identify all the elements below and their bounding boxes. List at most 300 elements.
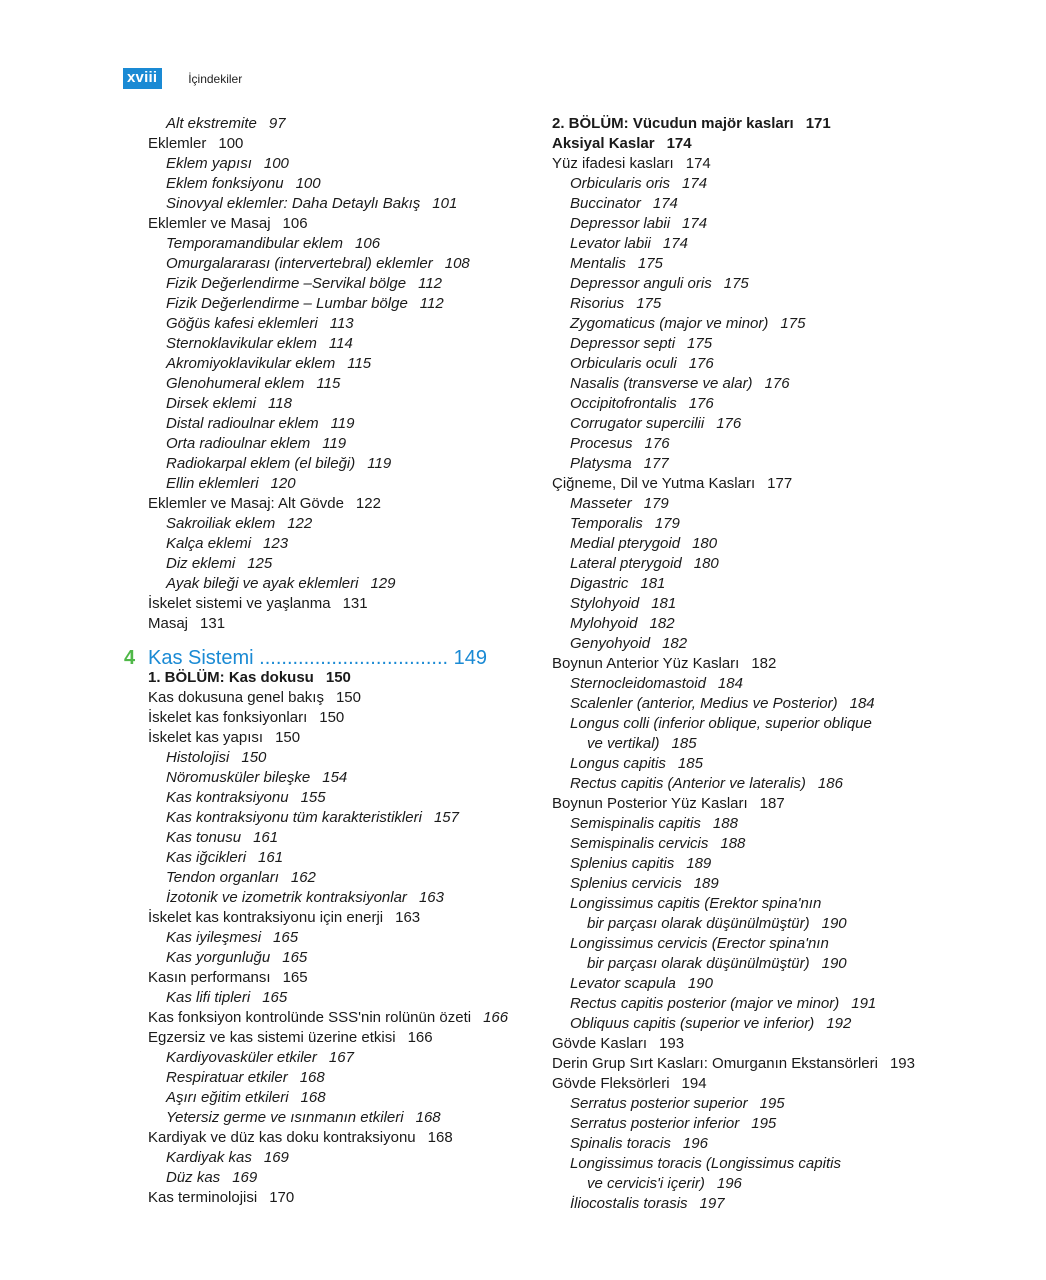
toc-entry-page: 194	[681, 1075, 707, 1092]
toc-entry-title: Yetersiz germe ve ısınmanın etkileri	[166, 1109, 404, 1126]
toc-entry-title: Göğüs kafesi eklemleri	[166, 315, 318, 332]
toc-entry-title: Orta radioulnar eklem	[166, 435, 311, 452]
toc-entry-page: 150	[325, 669, 351, 686]
toc-entry-title: Nöromusküler bileşke	[166, 769, 311, 786]
toc-entry[interactable]	[148, 1068, 528, 1088]
toc-entry-title: Kas lifi tipleri	[166, 989, 251, 1006]
toc-entry-title: Orbicularis oris	[570, 175, 671, 192]
toc-entry-title: Kas dokusuna genel bakış	[148, 689, 324, 706]
toc-entry-title: Kardiyovasküler etkiler	[166, 1049, 317, 1066]
toc-entry-page: 193	[659, 1035, 685, 1052]
toc-entry-title: Çiğneme, Dil ve Yutma Kasları	[552, 475, 756, 492]
toc-entry-page: 184	[849, 695, 875, 712]
toc-entry[interactable]	[148, 374, 528, 394]
toc-entry[interactable]	[552, 1194, 932, 1214]
toc-entry[interactable]	[148, 294, 528, 314]
toc-entry-page: 150	[319, 709, 345, 726]
toc-entry-page: 179	[654, 515, 680, 532]
toc-entry-title: Depressor labii	[570, 215, 671, 232]
toc-entry-page: 123	[263, 535, 289, 552]
toc-entry[interactable]	[552, 294, 932, 314]
toc-entry-title: Masaj	[148, 615, 189, 632]
toc-entry[interactable]	[148, 1188, 528, 1208]
toc-entry-page: 174	[666, 135, 692, 152]
toc-entry-title: Sinovyal eklemler: Daha Detaylı Bakış	[166, 195, 421, 212]
toc-entry[interactable]	[148, 474, 528, 494]
toc-entry-title: Splenius capitis	[570, 855, 675, 872]
toc-entry-title: Orbicularis oculi	[570, 355, 677, 372]
toc-entry[interactable]	[148, 928, 528, 948]
toc-entry-page: 175	[637, 255, 663, 272]
toc-entry-title: Kas tonusu	[166, 829, 242, 846]
toc-entry-page: 180	[692, 535, 718, 552]
toc-entry-title: Longissimus capitis (Erektor spina'nın	[570, 895, 822, 912]
toc-entry[interactable]	[552, 634, 932, 654]
toc-entry[interactable]	[148, 1028, 528, 1048]
toc-entry-title: Kas yorgunluğu	[166, 949, 271, 966]
toc-entry-page: 177	[767, 475, 793, 492]
toc-entry[interactable]	[148, 314, 528, 334]
toc-entry-page: 185	[671, 735, 697, 752]
chapter-heading[interactable]	[124, 646, 528, 670]
toc-entry-page: 190	[687, 975, 713, 992]
toc-entry[interactable]	[552, 694, 932, 714]
toc-entry[interactable]	[148, 968, 528, 988]
toc-entry-page: 174	[652, 195, 678, 212]
toc-entry[interactable]	[148, 554, 528, 574]
toc-entry-page: 189	[693, 875, 719, 892]
toc-entry[interactable]	[148, 788, 528, 808]
toc-entry[interactable]	[148, 948, 528, 968]
toc-entry[interactable]	[552, 1094, 932, 1114]
toc-entry[interactable]	[148, 594, 528, 614]
toc-entry-page: 196	[682, 1135, 708, 1152]
toc-entry-page: 155	[300, 789, 326, 806]
toc-entry[interactable]	[552, 254, 932, 274]
toc-entry-page: 179	[643, 495, 669, 512]
toc-entry-page: 182	[751, 655, 777, 672]
toc-entry[interactable]	[148, 1148, 528, 1168]
toc-entry[interactable]	[148, 728, 528, 748]
toc-entry-title: Occipitofrontalis	[570, 395, 677, 412]
toc-entry[interactable]	[148, 614, 528, 634]
toc-entry[interactable]	[552, 1114, 932, 1134]
toc-entry[interactable]	[148, 494, 528, 514]
toc-entry-title: Omurgalararası (intervertebral) eklemler	[166, 255, 433, 272]
toc-entry-page: 163	[418, 889, 444, 906]
toc-entry[interactable]	[552, 1134, 932, 1154]
toc-entry-page: 168	[299, 1069, 325, 1086]
toc-entry-page: 100	[218, 135, 244, 152]
toc-entry-page: 167	[328, 1049, 354, 1066]
toc-entry-page: 176	[764, 375, 790, 392]
toc-entry[interactable]	[148, 214, 528, 234]
toc-entry-page: 129	[370, 575, 396, 592]
toc-entry-title: Obliquus capitis (superior ve inferior)	[570, 1015, 815, 1032]
toc-entry-title: Eklemler ve Masaj	[148, 215, 271, 232]
toc-entry[interactable]	[552, 274, 932, 294]
toc-entry-page: 176	[716, 415, 742, 432]
toc-entry-title: İzotonik ve izometrik kontraksiyonlar	[166, 889, 407, 906]
toc-entry[interactable]	[552, 614, 932, 634]
toc-entry-page: 119	[330, 415, 355, 432]
toc-entry-page: 195	[751, 1115, 777, 1132]
toc-entry-page: 175	[687, 335, 713, 352]
toc-entry-title: ve cervicis'i içerir)	[587, 1175, 705, 1192]
toc-entry[interactable]	[552, 474, 932, 494]
toc-entry-page: 175	[723, 275, 749, 292]
toc-entry-title: Depressor septi	[570, 335, 676, 352]
toc-entry-page: 122	[355, 495, 381, 512]
toc-entry-page: 186	[817, 775, 843, 792]
toc-entry[interactable]	[148, 434, 528, 454]
toc-entry[interactable]	[148, 414, 528, 434]
toc-entry-title: İskelet kas yapısı	[148, 729, 264, 746]
toc-entry[interactable]	[148, 988, 528, 1008]
toc-entry-page: 166	[483, 1009, 509, 1026]
toc-entry[interactable]	[552, 894, 932, 914]
toc-entry-title: Dirsek eklemi	[166, 395, 257, 412]
toc-entry-page: 174	[682, 175, 708, 192]
toc-entry-page: 119	[322, 435, 347, 452]
toc-entry[interactable]	[552, 374, 932, 394]
toc-entry[interactable]	[552, 674, 932, 694]
toc-entry-title: Eklem fonksiyonu	[166, 175, 284, 192]
toc-entry[interactable]	[552, 1054, 932, 1074]
toc-entry-page: 181	[651, 595, 677, 612]
toc-entry-title: Fizik Değerlendirme –Servikal bölge	[166, 275, 407, 292]
toc-entry-title: Buccinator	[570, 195, 641, 212]
toc-entry-title: Kas terminolojisi	[148, 1189, 258, 1206]
toc-entry-title: Boynun Anterior Yüz Kasları	[552, 655, 740, 672]
toc-entry[interactable]	[148, 888, 528, 908]
toc-entry-title: Ellin eklemleri	[166, 475, 259, 492]
toc-entry-title: Yüz ifadesi kasları	[552, 155, 674, 172]
toc-entry[interactable]	[148, 514, 528, 534]
toc-entry[interactable]	[148, 748, 528, 768]
toc-entry-page: 192	[826, 1015, 852, 1032]
toc-entry[interactable]	[148, 668, 528, 688]
toc-entry[interactable]	[552, 114, 932, 134]
toc-entry[interactable]	[148, 194, 528, 214]
toc-entry[interactable]	[148, 134, 528, 154]
toc-entry-page: 177	[643, 455, 669, 472]
toc-entry-title: Levator labii	[570, 235, 651, 252]
toc-entry[interactable]	[552, 234, 932, 254]
toc-entry-title: ve vertikal)	[587, 735, 660, 752]
toc-entry[interactable]	[148, 808, 528, 828]
toc-entry[interactable]	[552, 574, 932, 594]
toc-entry[interactable]	[148, 394, 528, 414]
toc-entry-title: Tendon organları	[166, 869, 279, 886]
toc-entry-page: 191	[851, 995, 877, 1012]
toc-entry-page: 157	[433, 809, 459, 826]
toc-entry[interactable]	[552, 1074, 932, 1094]
toc-entry[interactable]	[552, 774, 932, 794]
toc-entry[interactable]	[552, 954, 932, 974]
toc-entry-title: bir parçası olarak düşünülmüştür)	[587, 915, 810, 932]
toc-entry[interactable]	[148, 708, 528, 728]
toc-entry-page: 168	[427, 1129, 453, 1146]
toc-entry-title: Splenius cervicis	[570, 875, 682, 892]
toc-entry[interactable]	[552, 854, 932, 874]
toc-entry[interactable]	[552, 1174, 932, 1194]
toc-entry-page: 190	[821, 955, 847, 972]
toc-entry-title: Digastric	[570, 575, 629, 592]
toc-entry[interactable]	[148, 534, 528, 554]
toc-entry[interactable]	[148, 574, 528, 594]
toc-entry[interactable]	[552, 394, 932, 414]
toc-entry-page: 106	[355, 235, 381, 252]
toc-entry[interactable]	[552, 454, 932, 474]
toc-entry-page: 175	[780, 315, 806, 332]
toc-entry[interactable]	[148, 274, 528, 294]
toc-entry[interactable]	[552, 1014, 932, 1034]
toc-entry-title: Lateral pterygoid	[570, 555, 682, 572]
toc-entry[interactable]	[552, 434, 932, 454]
toc-entry-page: 100	[295, 175, 321, 192]
toc-entry[interactable]	[552, 834, 932, 854]
toc-entry-title: Kardiyak kas	[166, 1149, 252, 1166]
toc-entry[interactable]	[552, 554, 932, 574]
toc-entry-title: Akromiyoklavikular eklem	[166, 355, 336, 372]
toc-entry-title: Scalenler (anterior, Medius ve Posterior)	[570, 695, 838, 712]
toc-entry-title: Semispinalis cervicis	[570, 835, 709, 852]
toc-entry-page: 131	[200, 615, 226, 632]
toc-entry[interactable]	[552, 994, 932, 1014]
toc-entry-page: 120	[270, 475, 296, 492]
toc-entry[interactable]	[148, 114, 528, 134]
toc-right-column	[552, 114, 932, 1214]
toc-entry[interactable]	[552, 414, 932, 434]
toc-entry-page: 165	[262, 989, 288, 1006]
toc-entry-page: 119	[367, 455, 392, 472]
toc-entry-page: 195	[759, 1095, 785, 1112]
toc-entry[interactable]	[148, 234, 528, 254]
toc-right-list	[552, 114, 932, 1214]
toc-entry-title: Gövde Kasları	[552, 1035, 648, 1052]
chapter-leader-dots: ..................................	[259, 647, 449, 669]
toc-entry-title: Ayak bileği ve ayak eklemleri	[166, 575, 359, 592]
toc-entry-page: 112	[419, 295, 444, 312]
toc-entry-page: 168	[300, 1089, 326, 1106]
toc-entry-title: İskelet kas kontraksiyonu için enerji	[148, 909, 384, 926]
toc-entry[interactable]	[552, 334, 932, 354]
toc-entry[interactable]	[148, 908, 528, 928]
toc-entry-page: 161	[253, 829, 279, 846]
toc-entry-title: Boynun Posterior Yüz Kasları	[552, 795, 748, 812]
toc-entry[interactable]	[148, 174, 528, 194]
toc-entry-title: Aksiyal Kaslar	[552, 135, 655, 152]
toc-entry-title: Histolojisi	[166, 749, 230, 766]
toc-entry-page: 174	[682, 215, 708, 232]
toc-entry-page: 100	[263, 155, 289, 172]
toc-entry-title: Spinalis toracis	[570, 1135, 671, 1152]
toc-entry-page: 122	[287, 515, 313, 532]
toc-entry-title: Depressor anguli oris	[570, 275, 712, 292]
toc-entry-page: 125	[247, 555, 273, 572]
toc-entry-title: Aşırı eğitim etkileri	[166, 1089, 289, 1106]
toc-entry-title: Mylohyoid	[570, 615, 638, 632]
toc-entry-title: Serratus posterior superior	[570, 1095, 748, 1112]
toc-entry[interactable]	[552, 974, 932, 994]
toc-entry-title: Nasalis (transverse ve alar)	[570, 375, 753, 392]
toc-entry[interactable]	[148, 334, 528, 354]
toc-entry[interactable]	[148, 454, 528, 474]
toc-entry-title: Sternocleidomastoid	[570, 675, 706, 692]
toc-entry-page: 188	[720, 835, 746, 852]
toc-entry-page: 180	[693, 555, 719, 572]
toc-entry-page: 193	[889, 1055, 915, 1072]
toc-entry-title: Masseter	[570, 495, 632, 512]
toc-entry[interactable]	[552, 514, 932, 534]
toc-entry-title: Düz kas	[166, 1169, 221, 1186]
toc-entry-title: Kas kontraksiyonu tüm karakteristikleri	[166, 809, 422, 826]
toc-entry-title: Alt ekstremite	[166, 115, 257, 132]
toc-entry-page: 174	[685, 155, 711, 172]
toc-entry[interactable]	[148, 354, 528, 374]
toc-entry-page: 150	[241, 749, 267, 766]
toc-entry[interactable]	[552, 134, 932, 154]
toc-entry-page: 175	[636, 295, 662, 312]
toc-entry-page: 112	[418, 275, 443, 292]
page-number-badge: xviii	[123, 68, 162, 89]
toc-entry-title: Kas kontraksiyonu	[166, 789, 289, 806]
toc-entry-title: Medial pterygoid	[570, 535, 681, 552]
toc-entry-title: Corrugator supercilii	[570, 415, 705, 432]
toc-entry-title: Levator scapula	[570, 975, 676, 992]
toc-entry-title: Egzersiz ve kas sistemi üzerine etkisi	[148, 1029, 396, 1046]
toc-entry-page: 187	[759, 795, 785, 812]
toc-entry[interactable]	[148, 254, 528, 274]
toc-entry-page: 150	[335, 689, 361, 706]
toc-entry[interactable]	[148, 828, 528, 848]
toc-entry[interactable]	[148, 1128, 528, 1148]
toc-entry-page: 150	[275, 729, 301, 746]
toc-entry-page: 115	[347, 355, 372, 372]
toc-entry[interactable]	[148, 1108, 528, 1128]
toc-entry[interactable]	[552, 794, 932, 814]
toc-entry[interactable]	[552, 194, 932, 214]
toc-entry[interactable]	[552, 934, 932, 954]
toc-entry-title: Procesus	[570, 435, 633, 452]
toc-entry[interactable]	[148, 868, 528, 888]
toc-entry-page: 169	[263, 1149, 289, 1166]
toc-entry-title: Rectus capitis posterior (major ve minor)	[570, 995, 840, 1012]
toc-entry-title: İliocostalis torasis	[570, 1195, 688, 1212]
toc-entry-page: 97	[268, 115, 286, 132]
toc-entry-page: 162	[290, 869, 316, 886]
page-header	[123, 68, 242, 89]
toc-entry[interactable]	[552, 354, 932, 374]
toc-entry[interactable]	[552, 654, 932, 674]
toc-entry[interactable]	[552, 594, 932, 614]
toc-entry[interactable]	[552, 874, 932, 894]
toc-entry-title: Kalça eklemi	[166, 535, 252, 552]
toc-entry-title: Longissimus toracis (Longissimus capitis	[570, 1155, 841, 1172]
toc-entry[interactable]	[552, 174, 932, 194]
toc-entry[interactable]	[148, 1008, 528, 1028]
toc-entry-title: Glenohumeral eklem	[166, 375, 305, 392]
toc-entry-page: 169	[232, 1169, 258, 1186]
toc-entry-page: 163	[395, 909, 421, 926]
toc-entry[interactable]	[552, 754, 932, 774]
toc-entry[interactable]	[148, 768, 528, 788]
toc-entry-page: 196	[716, 1175, 742, 1192]
toc-entry-title: Zygomaticus (major ve minor)	[570, 315, 769, 332]
toc-entry-title: Longissimus cervicis (Erector spina'nın	[570, 935, 829, 952]
toc-entry[interactable]	[552, 214, 932, 234]
toc-entry-title: Stylohyoid	[570, 595, 640, 612]
toc-entry[interactable]	[552, 534, 932, 554]
toc-entry-title: Temporamandibular eklem	[166, 235, 344, 252]
toc-entry-page: 113	[329, 315, 354, 332]
toc-entry-title: Semispinalis capitis	[570, 815, 701, 832]
toc-entry[interactable]	[148, 154, 528, 174]
toc-entry[interactable]	[552, 1154, 932, 1174]
toc-entry[interactable]	[552, 314, 932, 334]
toc-entry-title: Radiokarpal eklem (el bileği)	[166, 455, 356, 472]
toc-entry-title: İskelet kas fonksiyonları	[148, 709, 308, 726]
toc-entry-title: Mentalis	[570, 255, 626, 272]
toc-entry-page: 176	[688, 355, 714, 372]
toc-entry[interactable]	[148, 688, 528, 708]
toc-entry[interactable]	[552, 154, 932, 174]
toc-entry-page: 101	[432, 195, 458, 212]
toc-entry-page: 171	[805, 115, 831, 132]
toc-entry-page: 165	[282, 969, 308, 986]
toc-entry-title: Risorius	[570, 295, 625, 312]
toc-entry-page: 197	[699, 1195, 725, 1212]
toc-entry-title: Respiratuar etkiler	[166, 1069, 288, 1086]
toc-entry-page: 184	[717, 675, 743, 692]
toc-entry-page: 115	[316, 375, 341, 392]
toc-entry-title: Kardiyak ve düz kas doku kontraksiyonu	[148, 1129, 416, 1146]
toc-entry-title: Diz eklemi	[166, 555, 236, 572]
toc-entry-title: Kasın performansı	[148, 969, 271, 986]
toc-entry-page: 161	[258, 849, 284, 866]
toc-entry[interactable]	[552, 814, 932, 834]
toc-entry-page: 165	[273, 929, 299, 946]
toc-entry[interactable]	[148, 1168, 528, 1188]
toc-entry[interactable]	[552, 914, 932, 934]
toc-entry-page: 118	[268, 395, 292, 412]
toc-entry-page: 114	[328, 335, 353, 352]
toc-entry-title: 1. BÖLÜM: Kas dokusu	[148, 669, 314, 686]
toc-entry-title: Distal radioulnar eklem	[166, 415, 319, 432]
running-header-title: İçindekiler	[188, 71, 243, 86]
toc-entry-title: Derin Grup Sırt Kasları: Omurganın Ekstansörleri	[552, 1055, 878, 1072]
toc-entry[interactable]	[148, 1048, 528, 1068]
toc-entry[interactable]	[552, 494, 932, 514]
toc-entry[interactable]	[552, 734, 932, 754]
toc-entry[interactable]	[552, 714, 932, 734]
toc-entry-title: Platysma	[570, 455, 632, 472]
chapter-number: 4	[124, 647, 136, 669]
chapter-page: 149	[453, 647, 488, 669]
toc-entry[interactable]	[552, 1034, 932, 1054]
toc-entry-title: Eklem yapısı	[166, 155, 252, 172]
toc-entry-page: 190	[821, 915, 847, 932]
toc-entry-page: 131	[342, 595, 368, 612]
toc-entry-title: Sternoklavikular eklem	[166, 335, 317, 352]
toc-entry-page: 182	[649, 615, 675, 632]
toc-entry-title: Serratus posterior inferior	[570, 1115, 740, 1132]
toc-entry-page: 108	[444, 255, 470, 272]
toc-entry-page: 189	[686, 855, 712, 872]
toc-entry[interactable]	[148, 1088, 528, 1108]
toc-entry[interactable]	[148, 848, 528, 868]
